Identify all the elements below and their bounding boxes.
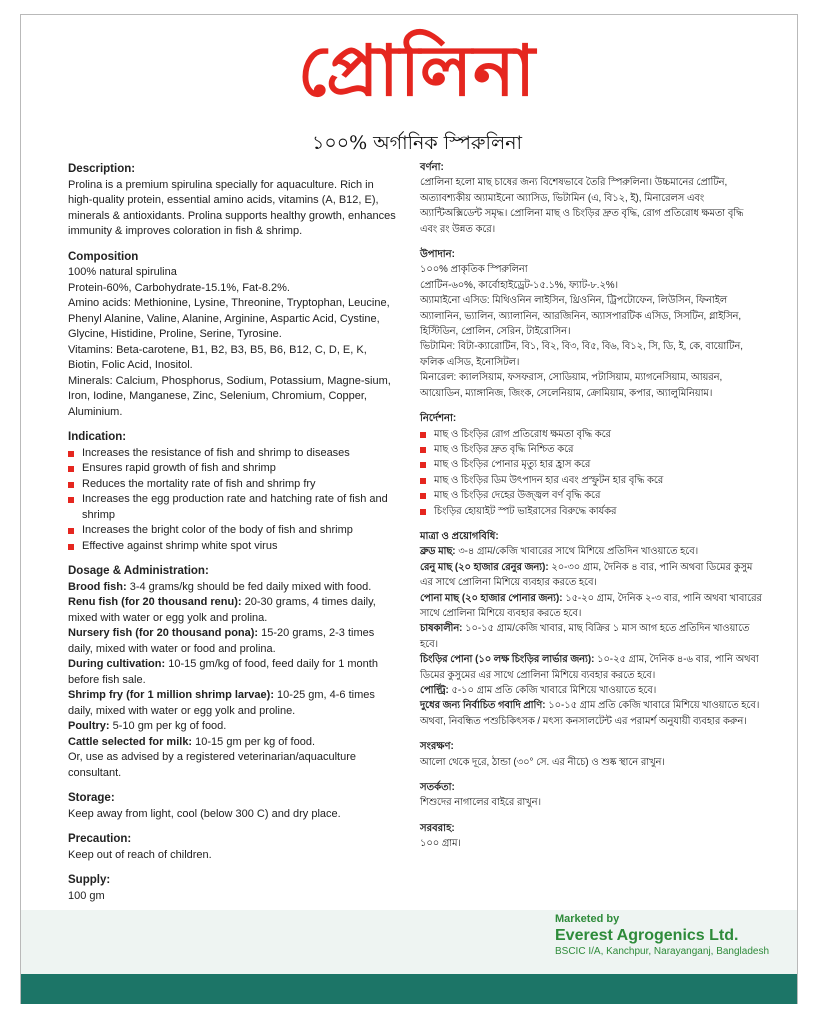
dosage-label: ব্রুড মাছ: [420, 546, 456, 558]
list-item: Increases the egg production rate and hatching rate of fish and shrimp [68, 492, 398, 523]
bn-composition-line: প্রোটিন-৬০%, কার্বোহাইড্রেট-১৫.১%, ফ্যাট-৮.২%। [420, 279, 619, 291]
bn-precaution-heading: সতর্কতা: [420, 782, 455, 794]
dosage-label: Nursery fish (for 20 thousand pona): [68, 627, 259, 639]
en-dosage-heading: Dosage & Administration: [68, 565, 209, 577]
bn-composition-section [420, 247, 762, 401]
bn-storage-heading: সংরক্ষণ: [420, 741, 454, 753]
en-supply-text: 100 gm [68, 889, 105, 902]
dosage-text: 3-4 grams/kg should be fed daily mixed with food. [126, 580, 372, 593]
en-dosage-item [68, 580, 398, 596]
bn-composition-heading: উপাদান: [420, 249, 455, 261]
bangla-column [420, 160, 762, 862]
dosage-text: অথবা, নিবন্ধিত পশুচিকিৎসক / মৎস্য কনসালটেন্ট এর পরামর্শ অনুযায়ী ব্যবহার করুন। [420, 715, 747, 727]
en-indication-section [68, 430, 398, 554]
list-item: মাছ ও চিংড়ির দেহের উজ্জ্বল বর্ণ বৃদ্ধি করে [420, 488, 762, 503]
en-dosage-section [68, 564, 398, 781]
bn-dosage-item [420, 621, 762, 652]
dosage-text: ১৫-২০ গ্রাম, দৈনিক ২-৩ বার, পানি অথবা খাবারের সাথে প্রোলিনা মিশিয়ে ব্যবহার করতে হবে। [420, 592, 762, 619]
en-dosage-item [68, 735, 398, 751]
bn-description-text: প্রোলিনা হলো মাছ চাষের জন্য বিশেষভাবে তৈরি স্পিরুলিনা। উচ্চমানের প্রোটিন, অত্যাবশ্যকীয় অ্যামাইনো অ্যাসিড, ভিটামিন (এ, বি১২, ই), মিনারেলস এবং অ্যান্টিঅক্সিডেন্ট সমৃদ্ধ। প্রোলিনা মাছ ও চিংড়ির দ্রুত বৃদ্ধি, রোগ প্রতিরোধ ক্ষমতা বৃদ্ধি এবং রং উন্নত করে। [420, 177, 744, 235]
dosage-label: Poultry: [68, 720, 110, 732]
en-storage-text: Keep away from light, cool (below 300 C) and dry place. [68, 807, 341, 820]
dosage-text: 20-30 grams, 4 times daily, mixed with water or egg yolk and prolina. [68, 596, 376, 624]
bn-supply-text: ১০০ গ্রাম। [420, 838, 461, 850]
bn-dosage-item [420, 714, 762, 729]
company-name: Everest Agrogenics Ltd. [555, 927, 739, 944]
en-description-text: Prolina is a premium spirulina specially for aquaculture. Rich in high-quality protein, essential amino acids, vitamins (A, B12, E), minerals & antioxidants. Prolina supports healthy growth, enhances immunity & improves coloration in fish & shrimp. [68, 178, 396, 237]
company-address: BSCIC I/A, Kanchpur, Narayanganj, Bangladesh [555, 946, 770, 957]
bn-dosage-item [420, 544, 762, 559]
dosage-text: ৫-১০ গ্রাম প্রতি কেজি খাবারে মিশিয়ে খাওয়াতে হবে। [448, 685, 657, 696]
bn-storage-text: আলো থেকে দূরে, ঠান্ডা (৩০° সে. এর নীচে) ও শুষ্ক স্থানে রাখুন। [420, 756, 665, 768]
dosage-label: পোল্ট্রি: [420, 685, 449, 696]
list-item: Ensures rapid growth of fish and shrimp [68, 461, 398, 477]
bn-dosage-heading: মাত্রা ও প্রয়োগবিধি: [420, 530, 499, 542]
dosage-label: চিংড়ির পোনা (১০ লক্ষ চিংড়ির লার্ভার জন্য): [420, 654, 595, 666]
bn-precaution-section [420, 780, 762, 811]
en-composition-section [68, 250, 398, 421]
en-supply-section [68, 873, 398, 904]
bn-dosage-section [420, 529, 762, 729]
bn-supply-heading: সরবরাহ: [420, 822, 455, 834]
list-item: Increases the resistance of fish and shrimp to diseases [68, 446, 398, 462]
bn-description-section [420, 160, 762, 237]
dosage-text: ১০-১৫ গ্রাম/কেজি খাবার, মাছ বিক্রির ১ মাস আগ হতে প্রতিদিন খাওয়াতে হবে। [420, 623, 750, 650]
dosage-text: ১০-২৫ গ্রাম, দৈনিক ৪-৬ বার, পানি অথবা ডিমের কুসুমের এর সাথে প্রোলিনা মিশিয়ে ব্যবহার করতে হবে। [420, 654, 759, 681]
en-indication-list [68, 446, 398, 555]
bn-precaution-text: শিশুদের নাগালের বাইরে রাখুন। [420, 797, 541, 809]
en-dosage-item [68, 595, 398, 626]
en-composition-line: 100% natural spirulina [68, 266, 177, 278]
marketer-block [555, 913, 769, 957]
en-composition-line: Amino acids: Methionine, Lysine, Threonine, Tryptophan, Leucine, Phenyl Alanine, Valine, Alanine, Arginine, Aspartic Acid, Cystine, Glycine, Histidine, Proline, Serine, Tyrosine. [68, 297, 390, 340]
bn-description-heading: বর্ণনা: [420, 162, 444, 173]
en-supply-heading: Supply: [68, 874, 111, 886]
bn-indication-list [420, 427, 762, 519]
dosage-label: রেনু মাছ (২০ হাজার রেনুর জন্য): [420, 561, 549, 573]
list-item: Increases the bright color of the body of fish and shrimp [68, 523, 398, 539]
dosage-label: দুধের জন্য নির্বাচিত গবাদি প্রাণি: [420, 700, 546, 712]
list-item: মাছ ও চিংড়ির ডিম উৎপাদন হার এবং প্রস্ফুটন হার বৃদ্ধি করে [420, 473, 762, 488]
marketed-by-label: Marketed by [555, 913, 620, 925]
en-dosage-item [68, 657, 398, 688]
en-precaution-heading: Precaution: [68, 833, 132, 845]
list-item: Effective against shrimp white spot virus [68, 539, 398, 555]
en-composition-line: Protein-60%, Carbohydrate-15.1%, Fat-8.2%. [68, 281, 290, 294]
en-description-heading: Description: [68, 163, 136, 175]
dosage-text: 5-10 gm per kg of food. [109, 720, 227, 732]
dosage-text: Or, use as advised by a registered veterinarian/aquaculture consultant. [68, 751, 356, 779]
bn-composition-line: ভিটামিন: বিটা-ক্যারোটিন, বি১, বি২, বি৩, বি৫, বি৬, বি১২, সি, ডি, ই, কে, বায়োটিন, ফলিক এসিড, ইনোসিটল। [420, 341, 743, 368]
bn-dosage-item [420, 560, 762, 591]
dosage-label: চাষকালীন: [420, 623, 463, 635]
dosage-text: ৩-৪ গ্রাম/কেজি খাবারের সাথে মিশিয়ে প্রতিদিন খাওয়াতে হবে। [455, 546, 699, 558]
list-item: চিংড়ির হোয়াইট স্পট ভাইরাসের বিরুদ্ধে কার্যকর [420, 504, 762, 519]
dosage-label: Brood fish: [68, 580, 127, 593]
bn-indication-heading: নির্দেশনা: [420, 413, 457, 425]
dosage-text: ২০-৩০ গ্রাম, দৈনিক ৪ বার, পানি অথবা ডিমের কুসুম এর সাথে প্রোলিনা মিশিয়ে ব্যবহার করতে হবে। [420, 561, 753, 589]
bn-dosage-item [420, 683, 762, 698]
bn-indication-section [420, 411, 762, 519]
dosage-label: পোনা মাছ (২০ হাজার পোনার জন্য): [420, 592, 563, 604]
brand-title: প্রোলিনা [297, 29, 537, 112]
list-item: মাছ ও চিংড়ির রোগ প্রতিরোধ ক্ষমতা বৃদ্ধি করে [420, 427, 762, 442]
dosage-label: During cultivation: [68, 658, 166, 670]
en-description-section [68, 162, 398, 240]
en-precaution-section [68, 832, 398, 863]
bn-composition-line: মিনারেল: ক্যালসিয়াম, ফসফরাস, সোডিয়াম, পটাসিয়াম, ম্যাগনেসিয়াম, আয়রন, আয়োডিন, ম্যাঙ্গানিজ, জিংক, সেলেনিয়াম, ক্রোমিয়াম, কপার, অ্যালুমিনিয়াম। [420, 372, 723, 399]
bn-supply-section [420, 821, 762, 852]
en-dosage-item [68, 750, 398, 781]
en-dosage-item [68, 626, 398, 657]
en-composition-heading: Composition [68, 250, 139, 263]
dosage-label: Renu fish (for 20 thousand renu): [68, 596, 242, 608]
bn-dosage-item [420, 591, 762, 622]
dosage-text: 15-20 grams, 2-3 times daily, mixed with water or food and prolina. [68, 627, 375, 655]
dosage-text: 10-15 gm/kg of food, feed daily for 1 month before fish sale. [68, 658, 378, 686]
bn-storage-section [420, 739, 762, 770]
list-item: Reduces the mortality rate of fish and shrimp fry [68, 477, 398, 493]
en-precaution-text: Keep out of reach of children. [68, 848, 212, 861]
list-item: মাছ ও চিংড়ির দ্রুত বৃদ্ধি নিশ্চিত করে [420, 442, 762, 457]
en-storage-heading: Storage: [68, 792, 115, 804]
en-dosage-item [68, 719, 398, 735]
bn-composition-line: অ্যামাইনো এসিড: মিথিওনিন লাইসিন, থ্রিওনিন, ট্রিপটোফেন, লিউসিন, ফিনাইল অ্যালানিন, ভ্যালিন, অ্যালানিন, আরজিনিন, অ্যাসপারটিক এসিড, সিসটিন, গ্লাইসিন, হিস্টিডিন, প্রোলিন, সেরিন, টাইরোসিন। [420, 295, 742, 338]
dosage-text: 10-25 gm, 4-6 times daily, mixed with water or egg yolk and proline. [68, 689, 375, 717]
list-item: মাছ ও চিংড়ির পোনার মৃত্যু হার হ্রাস করে [420, 457, 762, 472]
dosage-label: Shrimp fry (for 1 million shrimp larvae): [68, 689, 274, 701]
bn-composition-line: ১০০% প্রাকৃতিক স্পিরুলিনা [420, 264, 528, 276]
bn-dosage-item [420, 652, 762, 683]
dosage-text: ১০-১৫ গ্রাম প্রতি কেজি খাবারে মিশিয়ে খাওয়াতে হবে। [545, 700, 760, 712]
dosage-label: Cattle selected for milk: [68, 735, 193, 748]
en-dosage-item [68, 688, 398, 719]
en-composition-line: Vitamins: Beta-carotene, B1, B2, B3, B5, B6, B12, C, D, E, K, Biotin, Folic Acid, Inositol. [68, 343, 367, 371]
brand-tagline: ১০০% অর্গানিক স্পিরুলিনা [312, 132, 522, 154]
en-indication-heading: Indication: [68, 431, 127, 443]
dosage-text: 10-15 gm per kg of food. [192, 735, 316, 748]
en-composition-line: Minerals: Calcium, Phosphorus, Sodium, Potassium, Magne-sium, Iron, Iodine, Manganese, Zinc, Selenium, Chromium, Copper, Aluminium. [68, 374, 391, 418]
bn-dosage-item [420, 698, 762, 713]
en-storage-section [68, 791, 398, 822]
english-column [68, 162, 398, 914]
footer-bar [21, 974, 797, 1004]
